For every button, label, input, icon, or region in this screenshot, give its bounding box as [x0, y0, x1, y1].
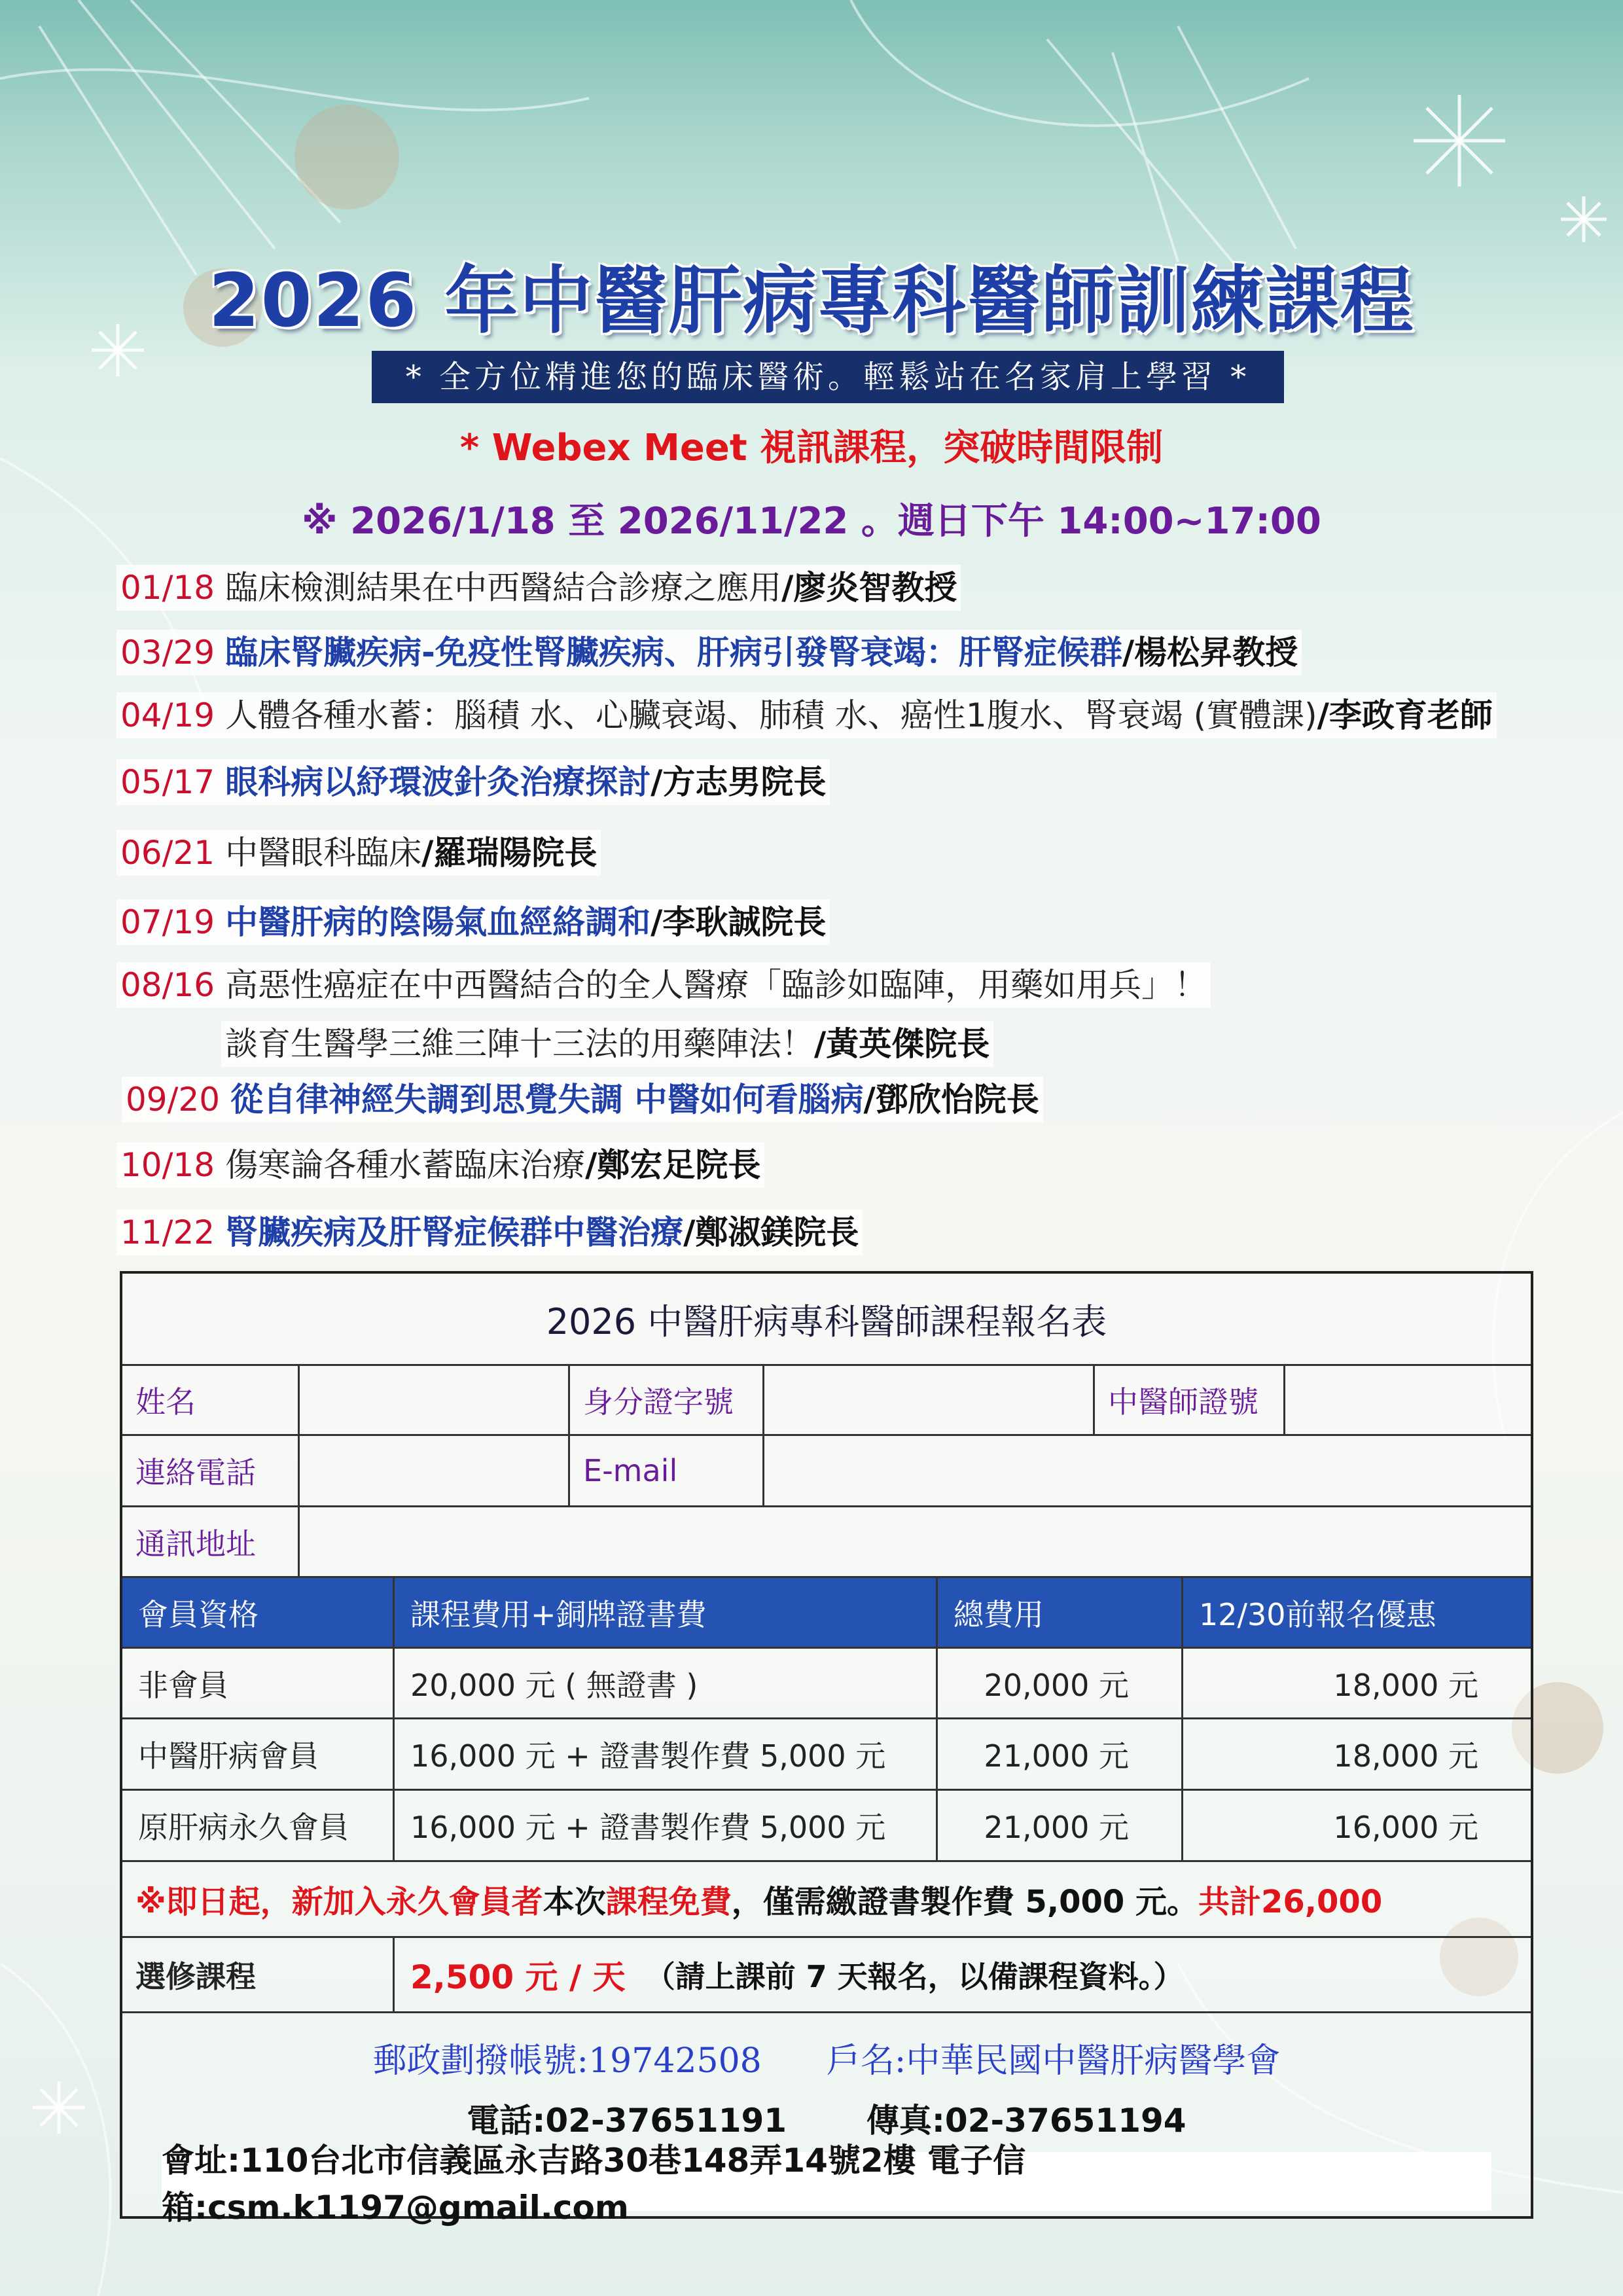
course-speaker: /鄧欣怡院長	[863, 1081, 1039, 1119]
course-item	[116, 630, 1302, 675]
notice-part: 課程免費	[605, 1884, 732, 1920]
course-topic: 臨床檢測結果在中西醫結合診療之應用	[225, 569, 782, 607]
fee-row-fee: 16,000 元 + 證書製作費 5,000 元	[410, 1738, 886, 1774]
fee-row-total: 21,000 元	[984, 1810, 1129, 1845]
subtitle-banner: * 全方位精進您的臨床醫術。輕鬆站在名家肩上學習 *	[372, 351, 1284, 403]
course-speaker: /方志男院長	[651, 763, 827, 801]
course-date: 03/29	[120, 634, 215, 672]
label-name: 姓名	[135, 1384, 196, 1420]
course-speaker: /黃英傑院長	[814, 1025, 990, 1063]
course-date: 07/19	[120, 903, 215, 941]
elective-price: 2,500 元 / 天	[410, 1958, 626, 1996]
id-number-field[interactable]	[764, 1365, 1093, 1434]
page-title: 2026 年中醫肝病專科醫師訓練課程	[208, 259, 1415, 344]
form-title: 2026 中醫肝病專科醫師課程報名表	[546, 1300, 1107, 1342]
fee-row-early: 18,000 元	[1333, 1667, 1478, 1703]
course-date: 01/18	[120, 569, 215, 607]
email-field[interactable]	[764, 1436, 1531, 1505]
fee-row-early: 18,000 元	[1333, 1738, 1478, 1774]
fee-row-total: 21,000 元	[984, 1738, 1129, 1774]
fee-row-type: 原肝病永久會員	[138, 1810, 349, 1845]
course-topic: 從自律神經失調到思覺失調 中醫如何看腦病	[230, 1081, 864, 1119]
course-speaker: /楊松昇教授	[1122, 634, 1298, 672]
course-item	[116, 759, 830, 805]
course-date: 05/17	[120, 763, 215, 801]
course-date: 04/19	[120, 696, 215, 734]
registration-form	[120, 1271, 1533, 2227]
course-date: 11/22	[120, 1213, 215, 1251]
name-field[interactable]	[300, 1365, 568, 1434]
license-number-field[interactable]	[1285, 1365, 1531, 1434]
course-topic: 中醫眼科臨床	[225, 834, 422, 872]
elective-note: （請上課前 7 天報名，以備課程資料。）	[645, 1959, 1184, 1994]
course-date: 06/21	[120, 834, 215, 872]
notice-part: 共計26,000	[1198, 1884, 1383, 1920]
course-date: 09/20	[126, 1081, 221, 1119]
course-topic: 臨床腎臟疾病-免疫性腎臟疾病、肝病引發腎衰竭：肝腎症候群	[225, 634, 1122, 672]
fee-header-total: 總費用	[954, 1596, 1044, 1632]
course-topic: 高惡性癌症在中西醫結合的全人醫療「臨診如臨陣，用藥如用兵」！	[225, 966, 1207, 1004]
notice-part: 本次	[543, 1884, 606, 1920]
course-item	[116, 692, 1497, 738]
course-item	[116, 1142, 764, 1188]
course-topic: 腎臟疾病及肝腎症候群中醫治療	[225, 1213, 684, 1251]
course-item	[116, 962, 1211, 1008]
course-schedule-dates: ※ 2026/1/18 至 2026/11/22 。週日下午 14:00~17:00	[302, 500, 1321, 543]
course-topic: 談育生醫學三維三陣十三法的用藥陣法！	[225, 1025, 814, 1063]
course-item	[122, 1077, 1043, 1122]
label-id-number: 身分證字號	[583, 1384, 734, 1420]
course-item	[116, 830, 601, 876]
fee-header-early-bird: 12/30前報名優惠	[1199, 1596, 1436, 1632]
course-item	[116, 1210, 863, 1255]
elective-label: 選修課程	[135, 1959, 256, 1994]
webex-notice: * Webex Meet 視訊課程，突破時間限制	[459, 427, 1164, 469]
elective-price-row	[395, 1938, 1531, 2011]
fee-row-fee: 16,000 元 + 證書製作費 5,000 元	[410, 1810, 886, 1845]
fee-row-early: 16,000 元	[1333, 1810, 1478, 1845]
notice-part: ※即日起，	[135, 1884, 292, 1920]
label-address: 通訊地址	[135, 1526, 256, 1562]
course-item-continued	[221, 1021, 993, 1067]
membership-notice	[122, 1862, 1531, 1936]
notice-part: 新加入永久會員者	[291, 1884, 543, 1920]
course-topic: 眼科病以紓環波針灸治療探討	[225, 763, 651, 801]
course-speaker: /鄭淑鎂院長	[683, 1213, 859, 1251]
notice-part: ，僅需繳證書製作費 5,000 元。	[731, 1884, 1198, 1920]
fee-header-course-fee: 課程費用+銅牌證書費	[410, 1596, 707, 1632]
course-speaker: /鄭宏足院長	[585, 1146, 761, 1184]
address-field[interactable]	[300, 1507, 1531, 1576]
fee-row-type: 中醫肝病會員	[138, 1738, 319, 1774]
course-topic: 傷寒論各種水蓄臨床治療	[225, 1146, 586, 1184]
course-topic: 人體各種水蓄：腦積 水、心臟衰竭、肺積 水、癌性1腹水、腎衰竭 (實體課)	[225, 696, 1317, 734]
phone-field[interactable]	[300, 1436, 568, 1505]
course-topic: 中醫肝病的陰陽氣血經絡調和	[225, 903, 651, 941]
postal-account: 郵政劃撥帳號:19742508 戶名:中華民國中醫肝病醫學會	[372, 2041, 1281, 2081]
fee-row-total: 20,000 元	[984, 1667, 1129, 1703]
fee-row-fee: 20,000 元 ( 無證書 )	[410, 1667, 698, 1703]
course-speaker: /廖炎智教授	[781, 569, 957, 607]
course-speaker: /李耿誠院長	[651, 903, 827, 941]
office-address: 會址:110台北市信義區永吉路30巷148弄14號2樓 電子信箱:csm.k1197@gmail.com	[162, 2152, 1491, 2211]
fee-header-membership: 會員資格	[138, 1596, 259, 1632]
course-speaker: /李政育老師	[1317, 696, 1493, 734]
course-item	[116, 899, 830, 945]
label-phone: 連絡電話	[135, 1455, 256, 1490]
label-email: E-mail	[583, 1453, 678, 1488]
fee-row-type: 非會員	[138, 1667, 228, 1703]
course-date: 10/18	[120, 1146, 215, 1184]
course-date: 08/16	[120, 966, 215, 1004]
course-speaker: /羅瑞陽院長	[421, 834, 597, 872]
contact-info: 電話:02-37651191 傳真:02-37651194	[467, 2102, 1186, 2140]
course-item	[116, 565, 961, 611]
label-license-number: 中醫師證號	[1108, 1384, 1258, 1420]
